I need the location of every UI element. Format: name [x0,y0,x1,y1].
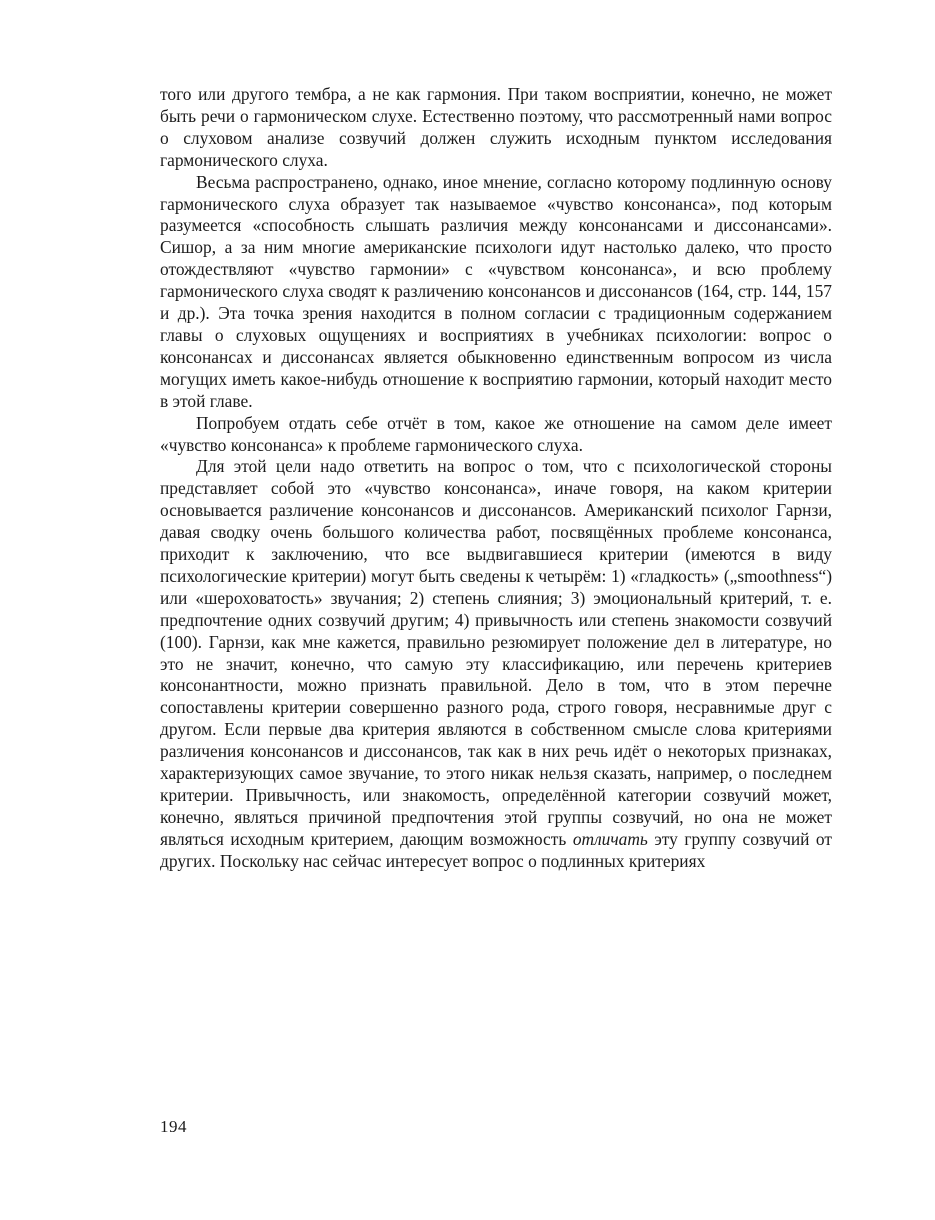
paragraph-4-text-b: эту группу созвучий от других. Поскольку нас сейчас интересует вопрос о подлинных критериях [160,828,833,871]
paragraph-3-text: Попробуем отдать себе отчёт в том, какое же отношение на самом деле имеет «чувство консонанса» к проблеме гармонического слуха. [160,412,832,455]
page-number: 194 [160,1117,187,1136]
paragraph-1-text: того или другого тембра, а не как гармония. При таком восприятии, конечно, не может быть речи о гармоническом слухе. Естественно поэтому, что рассмотренный нами вопрос о слуховом анализе созвучий должен служить исходным пунктом исследования гармонического слуха. [160,84,832,170]
paragraph-4 [160,456,832,872]
paragraph-4-emphasis: отличать [572,828,648,849]
body-text [160,84,832,873]
paragraph-2-text: Весьма распространено, однако, иное мнение, согласно которому подлинную основу гармонического слуха образует так называемое «чувство консонанса», под которым разумеется «способность слышать различия между консонансами и диссонансами». Сишор, а за ним многие американские психологи идут настолько далеко, что просто отождествляют «чувство гармонии» с «чувством консонанса», и всю проблему гармонического слуха сводят к различению консонансов и диссонансов (164, стр. 144, 157 и др.). Эта точка зрения находится в полном согласии с традиционным содержанием главы о слуховых ощущениях и восприятиях в учебниках психологии: вопрос о консонансах и диссонансах является обыкновенно единственным вопросом из числа могущих иметь какое-нибудь отношение к восприятию гармонии, который находит место в этой главе. [160,171,832,411]
paragraph-2 [160,172,832,413]
paragraph-1 [160,84,832,172]
paragraph-3 [160,413,832,457]
paragraph-4-text-a: Для этой цели надо ответить на вопрос о том, что с психологической стороны представляет собой это «чувство консонанса», иначе говоря, на каком критерии основывается различение консонансов и диссонансов. Американский психолог Гарнзи, давая сводку очень большого количества работ, посвящённых проблеме консонанса, приходит к заключению, что все выдвигавшиеся критерии (имеются в виду психологические критерии) могут быть сведены к четырём: 1) «гладкость» („smoothness“) или «шероховатость» звучания; 2) степень слияния; 3) эмоциональный критерий, т. е. предпочтение одних созвучий другим; 4) привычность или степень знакомости созвучий (100). Гарнзи, как мне кажется, правильно резюмирует положение дел в литературе, но это не значит, конечно, что самую эту классификацию, или перечень критериев консонантности, можно признать правильной. Дело в том, что в этом перечне сопоставлены критерии совершенно разного рода, строго говоря, несравнимые друг с другом. Если первые два критерия являются в собственном смысле слова критериями различения консонансов и диссонансов, так как в них речь идёт о некоторых признаках, характеризующих самое звучание, то этого никак нельзя сказать, например, о последнем критерии. Привычность, или знакомость, определённой категории созвучий может, конечно, являться причиной предпочтения этой группы созвучий, но она не может являться исходным критерием, дающим возможность [160,456,832,849]
